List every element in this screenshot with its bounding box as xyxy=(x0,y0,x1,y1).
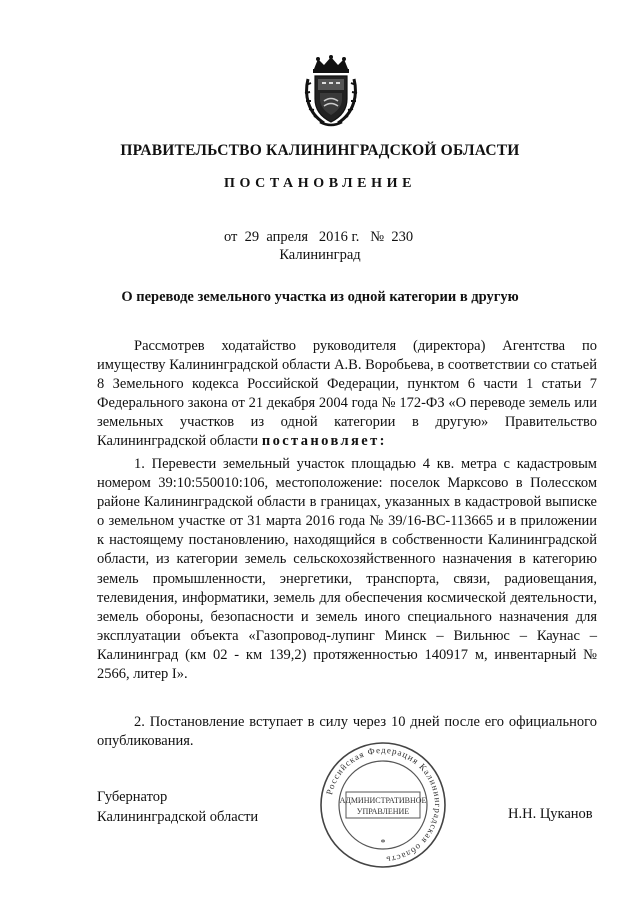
resolves-word: постановляет: xyxy=(261,433,387,450)
resolution-item-1: 1. Перевести земельный участок площадью 4 кв. метра с кадастровым номером 39:10:550010:106, местоположение: поселок Марксово в Полесском районе Калининградской области в границах, указанных в кадастровой выписке о земельном участке от 31 марта 2016 года № 39/16-ВС-113665 и в приложении к настоящему постановлению, находящийся в собственности Калининградской области, из категории земель сельскохозяйственного назначения в категорию земель промышленности, энергетики, транспорта, связи, радиовещания, телевидения, информатики, земель для обеспечения космической деятельности, земель обороны, безопасности и земель иного специального назначения для эксплуатации объекта «Газопровод-лупинг Минск – Вильнюс – Каунас – Калининград (км 02 - км 139,2) протяженностью 140917 м, инвентарный № 2566, литер I». xyxy=(97,456,597,683)
signatory-position-line2: Калининградской области xyxy=(97,809,259,825)
city: Калининград xyxy=(279,247,361,263)
signatory-position-line1: Губернатор xyxy=(97,789,168,805)
official-seal-stamp xyxy=(318,740,448,870)
document-subject: О переводе земельного участка из одной категории в другую xyxy=(121,289,519,305)
seal-center-line1: АДМИНИСТРАТИВНОЕ xyxy=(339,796,427,805)
seal-center-line2: УПРАВЛЕНИЕ xyxy=(356,807,410,816)
seal-star: * xyxy=(380,838,386,849)
intro-text: Рассмотрев ходатайство руководителя (директора) Агентства по имуществу Калининградской области А.В. Воробьева, в соответствии со статьей 8 Земельного кодекса Российской Федерации, пунктом 6 части 1 статьи 7 Федерального закона от 21 декабря 2004 года № 172-ФЗ «О переводе земель или земельных участков из одной категории в другую» Правительство Калининградской области xyxy=(97,338,597,450)
signatory-position xyxy=(97,787,258,827)
intro-paragraph xyxy=(97,337,597,452)
seal-ring-text: Российская Федерация Калининградская область xyxy=(324,744,444,865)
kaliningrad-coat-of-arms-icon xyxy=(302,55,360,129)
signatory-name: Н.Н. Цуканов xyxy=(508,806,593,822)
document-type: ПОСТАНОВЛЕНИЕ xyxy=(223,176,417,191)
date-and-number: от 29 апреля 2016 г. № 230 xyxy=(224,229,414,245)
resolution-item-2: 2. Постановление вступает в силу через 10 дней после его официального опубликования. xyxy=(97,714,597,750)
government-title: ПРАВИТЕЛЬСТВО КАЛИНИНГРАДСКОЙ ОБЛАСТИ xyxy=(120,142,520,159)
